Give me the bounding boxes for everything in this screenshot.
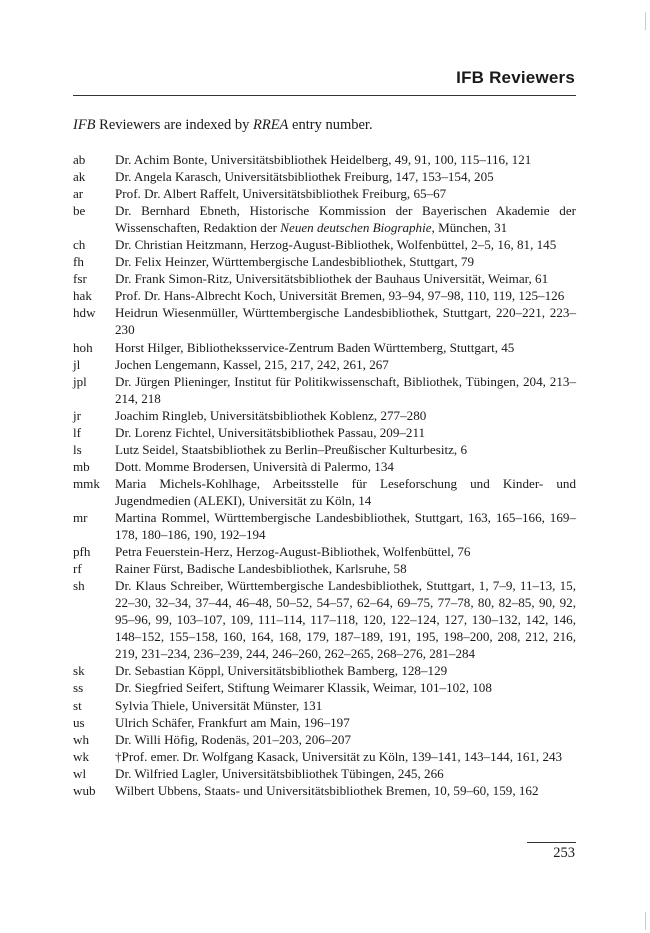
reviewer-entry (73, 679, 576, 696)
reviewer-description (115, 441, 576, 458)
reviewer-text: Dr. Bernhard Ebneth, Historische Kommission der Bayerischen Akademie der Wissenschaften, Redaktion der (115, 203, 576, 236)
reviewer-entry (73, 577, 576, 662)
reviewer-description (115, 458, 576, 475)
reviewer-abbreviation: us (73, 714, 85, 730)
reviewer-abbreviation: ar (73, 186, 84, 202)
reviewer-abbreviation: mmk (73, 475, 100, 491)
reviewer-description (115, 748, 576, 765)
reviewer-entry (73, 441, 576, 458)
reviewer-entry (73, 356, 576, 373)
intro-rrea: RREA (252, 117, 289, 133)
reviewer-abbreviation: ak (73, 169, 86, 185)
reviewer-entry (73, 509, 576, 543)
reviewer-entry (73, 236, 576, 253)
intro-ifb: IFB (73, 117, 96, 133)
reviewer-description (115, 185, 576, 202)
reviewer-abbreviation: jl (73, 356, 81, 372)
reviewer-description (115, 424, 576, 441)
reviewer-abbreviation: ss (73, 680, 84, 696)
reviewer-abbreviation: ch (73, 237, 86, 253)
reviewer-abbreviation: pfh (73, 544, 91, 560)
reviewer-description (115, 731, 576, 748)
reviewer-entry (73, 168, 576, 185)
reviewer-abbreviation: mr (73, 509, 88, 525)
reviewer-entry (73, 714, 576, 731)
reviewer-entry (73, 287, 576, 304)
reviewer-description (115, 151, 576, 168)
reviewer-description (115, 782, 576, 799)
reviewer-abbreviation: sh (73, 578, 85, 594)
reviewer-abbreviation: wl (73, 765, 87, 781)
reviewer-italic-title: Neuen deutschen Biographie, (280, 220, 435, 236)
reviewer-abbreviation: wk (73, 748, 90, 764)
reviewer-abbreviation: fsr (73, 271, 87, 287)
reviewer-entry (73, 662, 576, 679)
reviewer-description (115, 168, 576, 185)
intro-sentence (73, 117, 373, 134)
reviewer-abbreviation: be (73, 203, 86, 219)
reviewer-description (115, 287, 576, 304)
reviewer-description (115, 543, 576, 560)
reviewer-text: Dr. Siegfried Seifert, Stiftung Weimarer Klassik, Weimar, 101–102, 108 (115, 680, 492, 696)
reviewer-description (115, 662, 576, 679)
reviewer-text: Joachim Ringleb, Universitätsbibliothek Koblenz, 277–280 (115, 407, 427, 423)
reviewer-text: Prof. Dr. Hans-Albrecht Koch, Universität Bremen, 93–94, 97–98, 110, 119, 125–126 (115, 288, 565, 304)
reviewer-description (115, 475, 576, 509)
footer-rule (527, 842, 576, 843)
reviewer-description (115, 509, 576, 543)
reviewer-description (115, 679, 576, 696)
reviewer-entry (73, 185, 576, 202)
reviewer-text-after: München, 31 (434, 220, 508, 236)
reviewer-abbreviation: wh (73, 731, 90, 747)
reviewer-abbreviation: lf (73, 424, 81, 440)
reviewer-text: Dr. Achim Bonte, Universitätsbibliothek Heidelberg, 49, 91, 100, 115–116, 121 (115, 152, 532, 167)
reviewer-abbreviation: mb (73, 458, 90, 474)
reviewer-text: Maria Michels-Kohlhage, Arbeitsstelle für Leseforschung und Kinder- und Jugendmedien (ALEKI), Universität zu Köln, 14 (115, 475, 576, 508)
reviewer-text: Horst Hilger, Bibliotheksservice-Zentrum Baden Württemberg, Stuttgart, 45 (115, 339, 515, 355)
reviewer-text: Dott. Momme Brodersen, Università di Palermo, 134 (115, 458, 394, 474)
header-rule (73, 95, 576, 96)
reviewer-text: Sylvia Thiele, Universität Münster, 131 (115, 697, 323, 713)
reviewer-text: Dr. Christian Heitzmann, Herzog-August-Bibliothek, Wolfenbüttel, 2–5, 16, 81, 145 (115, 237, 557, 253)
reviewer-abbreviation: hak (73, 288, 92, 304)
running-header-title: IFB Reviewers (456, 68, 575, 87)
reviewer-description (115, 765, 576, 782)
reviewer-description (115, 356, 576, 373)
reviewer-entry (73, 151, 576, 168)
reviewer-text: Dr. Jürgen Plieninger, Institut für Politikwissenschaft, Bibliothek, Tübingen, 204, 213–214, 218 (115, 373, 576, 406)
reviewer-text: Dr. Willi Höfig, Rodenäs, 201–203, 206–207 (115, 731, 352, 747)
reviewer-entry (73, 765, 576, 782)
reviewer-description (115, 253, 576, 270)
reviewer-abbreviation: rf (73, 561, 82, 577)
reviewer-entry (73, 475, 576, 509)
reviewer-text: Prof. Dr. Albert Raffelt, Universitätsbibliothek Freiburg, 65–67 (115, 186, 447, 202)
reviewer-description (115, 697, 576, 714)
reviewer-text: Dr. Sebastian Köppl, Universitätsbibliothek Bamberg, 128–129 (115, 663, 448, 679)
reviewer-entry (73, 748, 576, 765)
reviewer-text: Petra Feuerstein-Herz, Herzog-August-Bibliothek, Wolfenbüttel, 76 (115, 544, 471, 560)
reviewer-description (115, 202, 576, 236)
reviewer-text: Jochen Lengemann, Kassel, 215, 217, 242, 261, 267 (115, 356, 389, 372)
reviewer-abbreviation: ls (73, 441, 82, 457)
reviewer-description (115, 714, 576, 731)
reviewer-description (115, 373, 576, 407)
reviewer-text: Heidrun Wiesenmüller, Württembergische Landesbibliothek, Stuttgart, 220–221, 223–230 (115, 305, 576, 338)
reviewer-abbreviation: fh (73, 254, 84, 270)
reviewer-abbreviation: wub (73, 782, 96, 798)
reviewer-entry (73, 782, 576, 799)
reviewer-text: Martina Rommel, Württembergische Landesbibliothek, Stuttgart, 163, 165–166, 169–178, 180–186, 190, 192–194 (115, 509, 576, 543)
reviewer-entry (73, 270, 576, 287)
reviewer-entry (73, 731, 576, 748)
reviewer-text: Dr. Angela Karasch, Universitätsbibliothek Freiburg, 147, 153–154, 205 (115, 169, 494, 185)
reviewer-entry (73, 560, 576, 577)
reviewer-abbreviation: st (73, 697, 82, 713)
reviewer-description (115, 577, 576, 662)
edge-mark (645, 12, 646, 30)
reviewer-text: Dr. Felix Heinzer, Württembergische Landesbibliothek, Stuttgart, 79 (115, 254, 474, 270)
reviewer-description (115, 560, 576, 577)
reviewer-abbreviation: hdw (73, 305, 96, 321)
reviewer-entry (73, 202, 576, 236)
reviewer-text: Lutz Seidel, Staatsbibliothek zu Berlin–Preußischer Kulturbesitz, 6 (115, 441, 468, 457)
reviewer-list (73, 151, 576, 799)
reviewer-description (115, 304, 576, 338)
intro-end: entry number. (288, 117, 373, 133)
reviewer-description (115, 270, 576, 287)
reviewer-abbreviation: jr (73, 407, 81, 423)
edge-mark (645, 912, 646, 930)
reviewer-text: Dr. Lorenz Fichtel, Universitätsbibliothek Passau, 209–211 (115, 424, 426, 440)
reviewer-text: Dr. Wilfried Lagler, Universitätsbibliothek Tübingen, 245, 266 (115, 765, 444, 781)
reviewer-entry (73, 458, 576, 475)
reviewer-text: Dr. Frank Simon-Ritz, Universitätsbibliothek der Bauhaus Universität, Weimar, 61 (115, 271, 549, 287)
reviewer-entry (73, 424, 576, 441)
intro-text: Reviewers are indexed by (95, 117, 253, 133)
reviewer-abbreviation: sk (73, 663, 85, 679)
page-number: 253 (553, 845, 575, 861)
reviewer-description (115, 236, 576, 253)
reviewer-text: Ulrich Schäfer, Frankfurt am Main, 196–197 (115, 714, 350, 730)
reviewer-text: Rainer Fürst, Badische Landesbibliothek, Karlsruhe, 58 (115, 561, 407, 577)
reviewer-abbreviation: jpl (73, 373, 87, 389)
reviewer-text: †Prof. emer. Dr. Wolfgang Kasack, Universität zu Köln, 139–141, 143–144, 161, 243 (115, 748, 563, 764)
reviewer-description (115, 339, 576, 356)
reviewer-entry (73, 543, 576, 560)
reviewer-entry (73, 304, 576, 338)
reviewer-entry (73, 697, 576, 714)
reviewer-description (115, 407, 576, 424)
reviewer-text: Dr. Klaus Schreiber, Württembergische Landesbibliothek, Stuttgart, 1, 7–9, 11–13, 15, 22–30, 32–34, 37–44, 46–48, 50–52, 54–57, 62–64, 69–75, 77–78, 80, 82–85, 90, 92, 95–96, 99, 103–107, 109, 111–114, 117–118, 120, 122–124, 127, 130–132, 142, 146, 148–152, 155–158, 160, 164, 168, 179, 187–189, 191, 195, 198–200, 208, 212, 216, 219, 231–234, 236–239, 244, 246–260, 262–265, 268–276, 281–284 (115, 578, 576, 662)
reviewer-text: Wilbert Ubbens, Staats- und Universitätsbibliothek Bremen, 10, 59–60, 159, 162 (115, 782, 539, 798)
reviewer-abbreviation: ab (73, 152, 86, 167)
reviewer-entry (73, 373, 576, 407)
reviewer-entry (73, 339, 576, 356)
reviewer-entry (73, 407, 576, 424)
reviewer-abbreviation: hoh (73, 339, 93, 355)
reviewer-entry (73, 253, 576, 270)
